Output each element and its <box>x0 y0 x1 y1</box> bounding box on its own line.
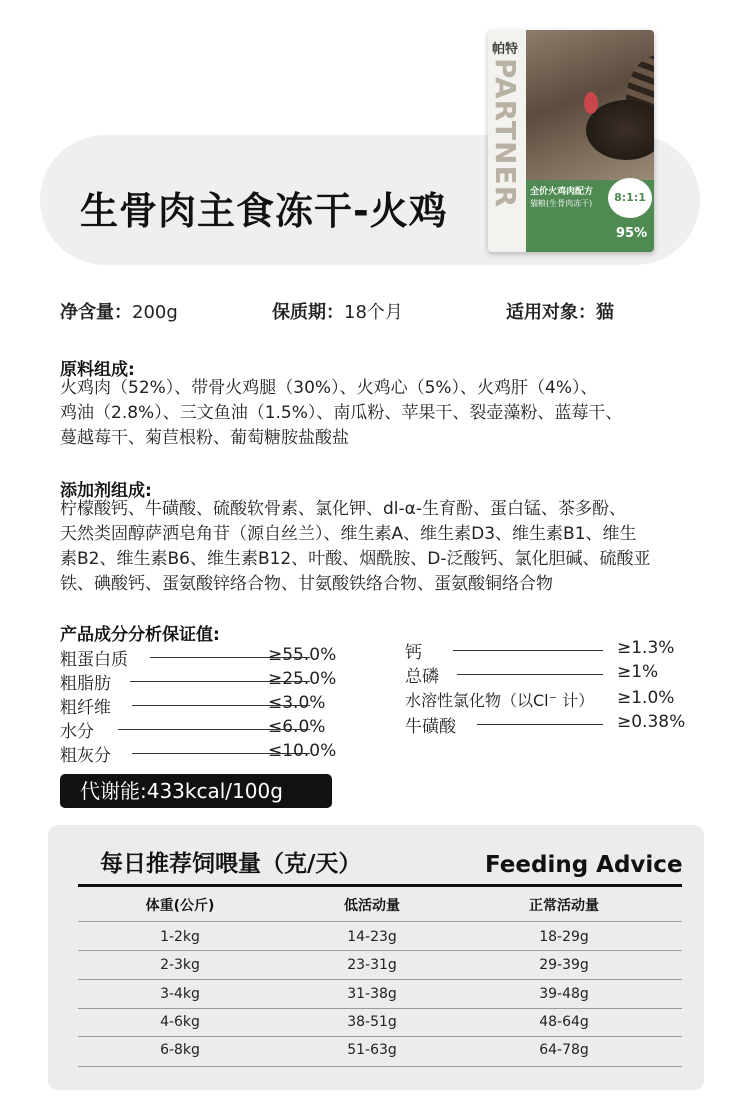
analysis-row-phosphorus <box>405 662 705 686</box>
analysis-value: ≤10.0% <box>268 741 337 761</box>
feeding-title-cn: 每日推荐饲喂量（克/天） <box>100 851 362 877</box>
additives-title: 添加剂组成: <box>60 481 152 501</box>
table-cell: 29-39g <box>539 957 589 973</box>
ingredients-line: 蔓越莓干、菊苣根粉、葡萄糖胺盐酸盐 <box>60 428 349 448</box>
feeding-header-normal: 正常活动量 <box>529 898 599 914</box>
analysis-value: ≤6.0% <box>268 717 326 737</box>
package-line1: 全价火鸡肉配方 <box>530 187 594 197</box>
analysis-value: ≥55.0% <box>268 645 337 665</box>
feeding-header-weight: 体重(公斤) <box>145 898 215 914</box>
spec-shelf-value: 18个月 <box>344 302 403 323</box>
page-title: 生骨肉主食冻干-火鸡 <box>80 189 448 233</box>
additives-body <box>60 497 700 597</box>
table-divider <box>78 979 682 980</box>
analysis-row-fiber <box>60 693 350 717</box>
package-percent: 95% <box>616 226 648 241</box>
analysis-label: 水分 <box>60 722 94 742</box>
analysis-row-calcium <box>405 638 705 662</box>
analysis-row-moisture <box>60 717 350 741</box>
package-line2: 猫粮(生骨肉冻干) <box>530 199 593 208</box>
analysis-label: 钙 <box>405 643 422 663</box>
turkey-head-shape <box>584 92 598 114</box>
analysis-label: 粗脂肪 <box>60 674 111 694</box>
analysis-value: ≥1% <box>617 662 659 682</box>
analysis-label: 总磷 <box>405 667 439 687</box>
table-cell: 3-4kg <box>160 986 200 1002</box>
package-brand-cn: 帕特 <box>492 42 519 57</box>
spec-target <box>506 298 614 324</box>
turkey-photo <box>526 30 654 180</box>
additives-line: 素B2、维生素B6、维生素B12、叶酸、烟酰胺、D-泛酸钙、氯化胆碱、硫酸亚 <box>60 549 651 569</box>
table-divider <box>78 1008 682 1009</box>
spec-net-weight <box>60 298 178 324</box>
additives-line: 铁、碘酸钙、蛋氨酸锌络合物、甘氨酸铁络合物、蛋氨酸铜络合物 <box>60 574 553 594</box>
ingredients-body <box>60 376 700 451</box>
spec-shelf-label: 保质期： <box>272 302 344 323</box>
analysis-value: ≥0.38% <box>617 712 686 732</box>
feeding-header-low: 低活动量 <box>344 898 400 914</box>
table-cell: 23-31g <box>347 957 397 973</box>
spec-net-label: 净含量： <box>60 302 132 323</box>
ingredients-line: 火鸡肉（52%）、带骨火鸡腿（30%）、火鸡心（5%）、火鸡肝（4%）、 <box>60 378 598 398</box>
analysis-label: 粗蛋白质 <box>60 650 128 670</box>
leader-line <box>453 650 603 651</box>
analysis-value: ≥1.0% <box>617 688 675 708</box>
feeding-title-en: Feeding Advice <box>485 852 683 878</box>
leader-line <box>477 724 603 725</box>
energy-badge: 代谢能:433kcal/100g <box>60 774 332 808</box>
feeding-top-rule <box>78 884 682 887</box>
table-divider <box>78 1036 682 1037</box>
table-cell: 1-2kg <box>160 929 200 945</box>
product-package-image <box>488 30 654 252</box>
package-brand-en: PARTNER <box>489 58 522 209</box>
analysis-label: 粗灰分 <box>60 746 111 766</box>
analysis-row-taurine <box>405 712 705 736</box>
analysis-label: 水溶性氯化物（以Cl⁻ 计） <box>405 691 595 710</box>
ingredients-title: 原料组成: <box>60 360 135 380</box>
package-ratio-badge: 8:1:1 <box>608 178 652 218</box>
leader-line <box>457 674 603 675</box>
analysis-label: 牛磺酸 <box>405 717 456 737</box>
table-cell: 51-63g <box>347 1042 397 1058</box>
table-cell: 38-51g <box>347 1014 397 1030</box>
spec-shelf-life <box>272 298 403 324</box>
spec-target-value: 猫 <box>596 302 614 323</box>
additives-line: 柠檬酸钙、牛磺酸、硫酸软骨素、氯化钾、dl-α-生育酚、蛋白锰、茶多酚、 <box>60 499 626 519</box>
spec-target-label: 适用对象： <box>506 302 596 323</box>
analysis-row-protein <box>60 645 350 669</box>
table-cell: 48-64g <box>539 1014 589 1030</box>
spec-net-value: 200g <box>132 302 178 323</box>
analysis-value: ≥25.0% <box>268 669 337 689</box>
analysis-row-ash <box>60 741 350 765</box>
analysis-label: 粗纤维 <box>60 698 111 718</box>
table-cell: 6-8kg <box>160 1042 200 1058</box>
table-cell: 64-78g <box>539 1042 589 1058</box>
table-cell: 4-6kg <box>160 1014 200 1030</box>
ingredients-line: 鸡油（2.8%）、三文鱼油（1.5%）、南瓜粉、苹果干、裂壶藻粉、蓝莓干、 <box>60 403 623 423</box>
additives-line: 天然类固醇萨洒皂角苷（源自丝兰）、维生素A、维生素D3、维生素B1、维生 <box>60 524 637 544</box>
analysis-value: ≥1.3% <box>617 638 675 658</box>
table-divider <box>78 1066 682 1067</box>
table-cell: 18-29g <box>539 929 589 945</box>
table-divider <box>78 921 682 922</box>
table-cell: 14-23g <box>347 929 397 945</box>
table-cell: 31-38g <box>347 986 397 1002</box>
analysis-value: ≤3.0% <box>268 693 326 713</box>
table-cell: 39-48g <box>539 986 589 1002</box>
table-cell: 2-3kg <box>160 957 200 973</box>
table-divider <box>78 950 682 951</box>
analysis-row-fat <box>60 669 350 693</box>
analysis-row-chloride <box>405 688 705 712</box>
analysis-title: 产品成分分析保证值: <box>60 625 220 645</box>
